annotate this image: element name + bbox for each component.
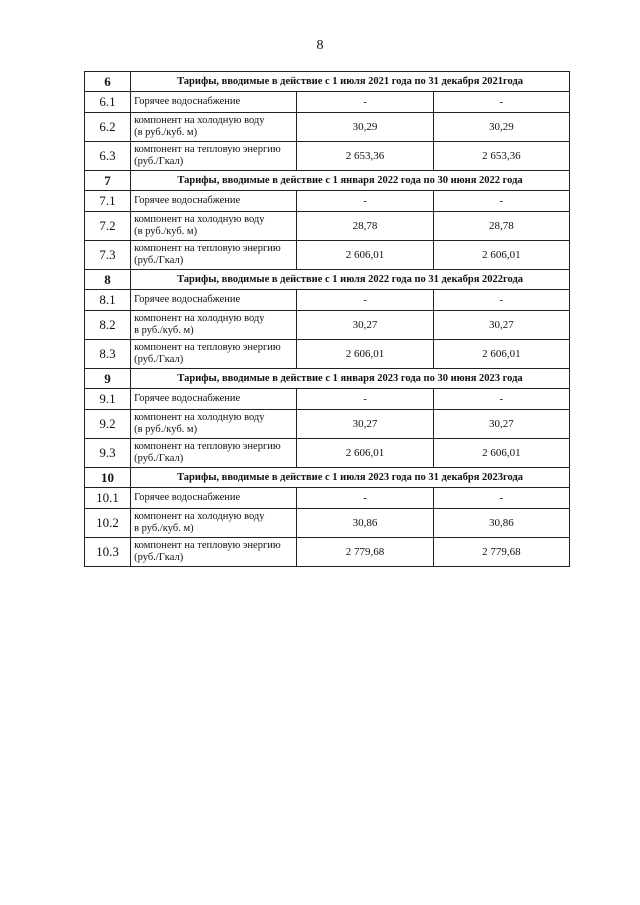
row-value-1: 30,86 xyxy=(297,509,433,538)
table-row xyxy=(85,439,570,468)
table-row xyxy=(85,113,570,142)
row-value-2: 28,78 xyxy=(433,212,569,241)
table-row xyxy=(85,311,570,340)
row-description: компонент на тепловую энергию (руб./Гкал) xyxy=(131,340,297,369)
page-number: 8 xyxy=(316,38,324,53)
row-number: 7.1 xyxy=(85,191,131,212)
section-title: Тарифы, вводимые в действие с 1 июля 2021 года по 31 декабря 2021года xyxy=(131,72,570,92)
table-row xyxy=(85,212,570,241)
row-value-2: 2 779,68 xyxy=(433,538,569,567)
row-value-1: - xyxy=(297,191,433,212)
row-description: Горячее водоснабжение xyxy=(131,92,297,113)
row-value-2: 30,29 xyxy=(433,113,569,142)
section-number: 8 xyxy=(85,270,131,290)
row-value-1: 2 606,01 xyxy=(297,241,433,270)
row-number: 9.3 xyxy=(85,439,131,468)
row-value-2: 30,27 xyxy=(433,410,569,439)
table-row xyxy=(85,488,570,509)
row-value-2: 2 653,36 xyxy=(433,142,569,171)
section-header-row xyxy=(85,72,570,92)
row-number: 10.1 xyxy=(85,488,131,509)
row-description: компонент на тепловую энергию (руб./Гкал) xyxy=(131,538,297,567)
row-description: компонент на холодную воду (в руб./куб. м) xyxy=(131,410,297,439)
table-row xyxy=(85,241,570,270)
row-value-2: 30,27 xyxy=(433,311,569,340)
table-row xyxy=(85,191,570,212)
row-value-1: 30,27 xyxy=(297,311,433,340)
table-row xyxy=(85,92,570,113)
section-header-row xyxy=(85,468,570,488)
row-value-2: - xyxy=(433,191,569,212)
row-value-1: 2 606,01 xyxy=(297,340,433,369)
row-value-2: 2 606,01 xyxy=(433,241,569,270)
row-value-1: 2 779,68 xyxy=(297,538,433,567)
row-value-1: 30,27 xyxy=(297,410,433,439)
row-value-1: 28,78 xyxy=(297,212,433,241)
row-value-2: 2 606,01 xyxy=(433,439,569,468)
row-description: компонент на тепловую энергию (руб./Гкал) xyxy=(131,241,297,270)
row-value-2: 2 606,01 xyxy=(433,340,569,369)
table-row xyxy=(85,509,570,538)
row-number: 10.2 xyxy=(85,509,131,538)
row-number: 8.1 xyxy=(85,290,131,311)
section-number: 7 xyxy=(85,171,131,191)
section-number: 10 xyxy=(85,468,131,488)
row-description: компонент на холодную воду (в руб./куб. м) xyxy=(131,212,297,241)
row-number: 9.2 xyxy=(85,410,131,439)
row-number: 10.3 xyxy=(85,538,131,567)
row-value-2: 30,86 xyxy=(433,509,569,538)
row-value-1: - xyxy=(297,488,433,509)
section-title: Тарифы, вводимые в действие с 1 января 2023 года по 30 июня 2023 года xyxy=(131,369,570,389)
row-number: 6.3 xyxy=(85,142,131,171)
row-value-1: 2 606,01 xyxy=(297,439,433,468)
section-number: 9 xyxy=(85,369,131,389)
tariff-table xyxy=(84,71,570,567)
row-value-1: 2 653,36 xyxy=(297,142,433,171)
table-row xyxy=(85,340,570,369)
section-header-row xyxy=(85,369,570,389)
row-value-2: - xyxy=(433,290,569,311)
row-number: 6.1 xyxy=(85,92,131,113)
table-row xyxy=(85,389,570,410)
row-value-1: - xyxy=(297,92,433,113)
row-description: Горячее водоснабжение xyxy=(131,389,297,410)
row-number: 7.3 xyxy=(85,241,131,270)
table-row xyxy=(85,538,570,567)
tariff-table-body xyxy=(85,72,570,567)
row-number: 7.2 xyxy=(85,212,131,241)
section-header-row xyxy=(85,270,570,290)
row-number: 8.2 xyxy=(85,311,131,340)
section-title: Тарифы, вводимые в действие с 1 января 2022 года по 30 июня 2022 года xyxy=(131,171,570,191)
section-number: 6 xyxy=(85,72,131,92)
row-description: компонент на тепловую энергию (руб./Гкал) xyxy=(131,142,297,171)
row-value-1: - xyxy=(297,389,433,410)
row-number: 9.1 xyxy=(85,389,131,410)
row-number: 8.3 xyxy=(85,340,131,369)
row-description: компонент на тепловую энергию (руб./Гкал) xyxy=(131,439,297,468)
row-description: компонент на холодную воду (в руб./куб. м) xyxy=(131,113,297,142)
section-title: Тарифы, вводимые в действие с 1 июля 2022 года по 31 декабря 2022года xyxy=(131,270,570,290)
row-value-2: - xyxy=(433,389,569,410)
row-description: компонент на холодную воду в руб./куб. м) xyxy=(131,311,297,340)
row-description: Горячее водоснабжение xyxy=(131,191,297,212)
row-value-1: 30,29 xyxy=(297,113,433,142)
row-value-2: - xyxy=(433,92,569,113)
table-row xyxy=(85,410,570,439)
row-description: компонент на холодную воду в руб./куб. м) xyxy=(131,509,297,538)
table-row xyxy=(85,290,570,311)
row-description: Горячее водоснабжение xyxy=(131,488,297,509)
section-header-row xyxy=(85,171,570,191)
section-title: Тарифы, вводимые в действие с 1 июля 2023 года по 31 декабря 2023года xyxy=(131,468,570,488)
row-value-1: - xyxy=(297,290,433,311)
row-value-2: - xyxy=(433,488,569,509)
row-number: 6.2 xyxy=(85,113,131,142)
table-row xyxy=(85,142,570,171)
row-description: Горячее водоснабжение xyxy=(131,290,297,311)
